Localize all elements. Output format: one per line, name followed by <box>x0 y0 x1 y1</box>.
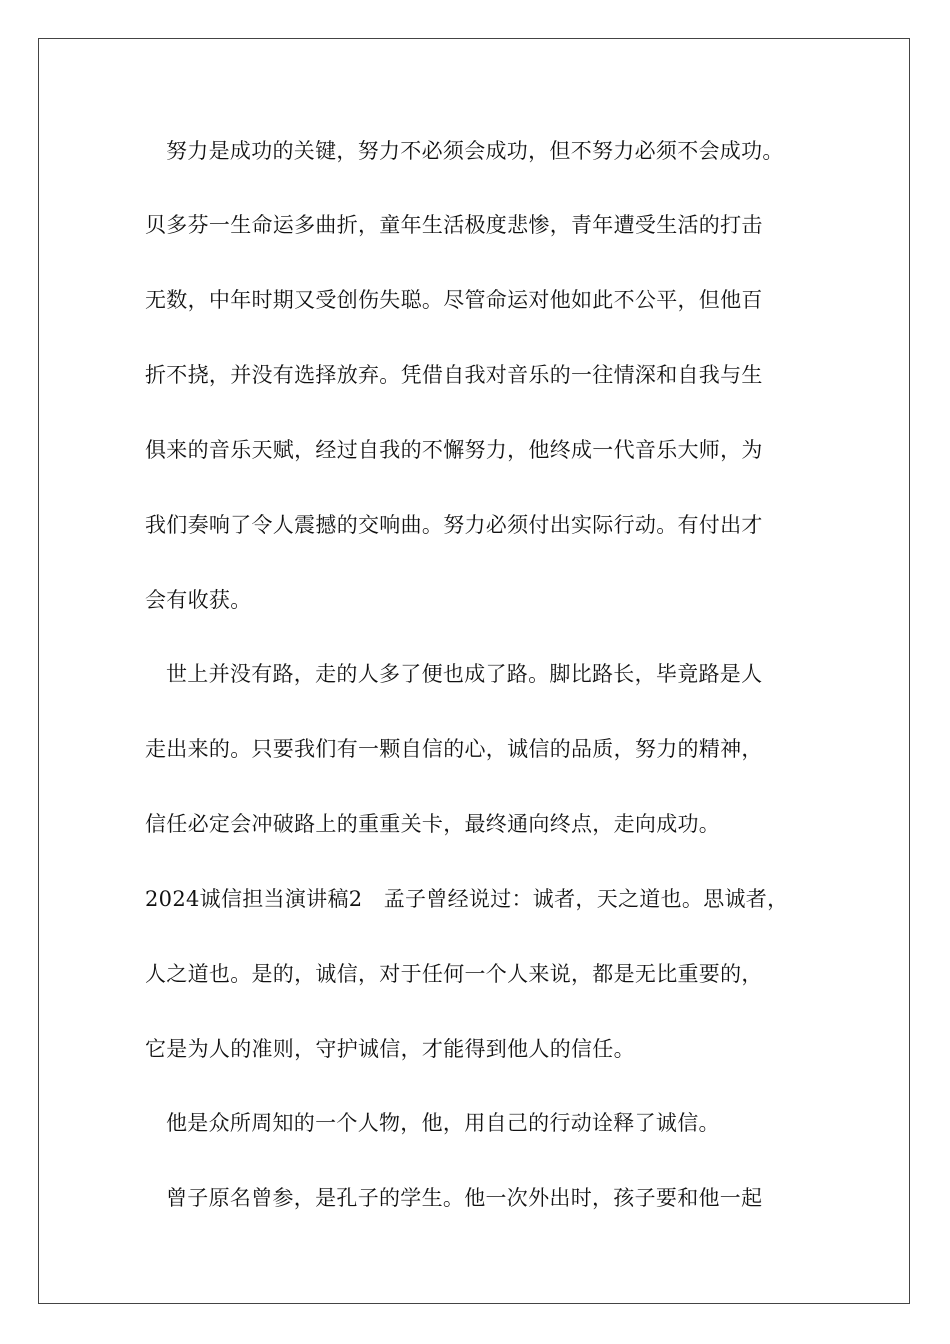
text-line: 折不挠，并没有选择放弃。凭借自我对音乐的一往情深和自我与生 <box>145 363 763 387</box>
text-line: 会有收获。 <box>145 588 252 612</box>
text-line: 无数，中年时期又受创伤失聪。尽管命运对他如此不公平，但他百 <box>145 288 763 312</box>
text-line: 世上并没有路，走的人多了便也成了路。脚比路长，毕竟路是人 <box>166 662 763 686</box>
text-line: 他是众所周知的一个人物，他，用自己的行动诠释了诚信。 <box>166 1111 720 1135</box>
text-line: 它是为人的准则，守护诚信，才能得到他人的信任。 <box>145 1037 635 1061</box>
text-line: 俱来的音乐天赋，经过自我的不懈努力，他终成一代音乐大师，为 <box>145 438 763 462</box>
text-line: 信任必定会冲破路上的重重关卡，最终通向终点，走向成功。 <box>145 812 721 836</box>
text-line: 2024诚信担当演讲稿2 孟子曾经说过：诚者，天之道也。思诚者， <box>145 887 789 911</box>
text-line: 我们奏响了令人震撼的交响曲。努力必须付出实际行动。有付出才 <box>145 513 763 537</box>
text-line: 人之道也。是的，诚信，对于任何一个人来说，都是无比重要的， <box>145 962 763 986</box>
text-line: 走出来的。只要我们有一颗自信的心，诚信的品质，努力的精神， <box>145 737 763 761</box>
text-line: 曾子原名曾参，是孔子的学生。他一次外出时，孩子要和他一起 <box>166 1186 763 1210</box>
text-line: 贝多芬一生命运多曲折，童年生活极度悲惨，青年遭受生活的打击 <box>145 213 763 237</box>
text-line: 努力是成功的关键，努力不必须会成功，但不努力必须不会成功。 <box>166 139 784 163</box>
